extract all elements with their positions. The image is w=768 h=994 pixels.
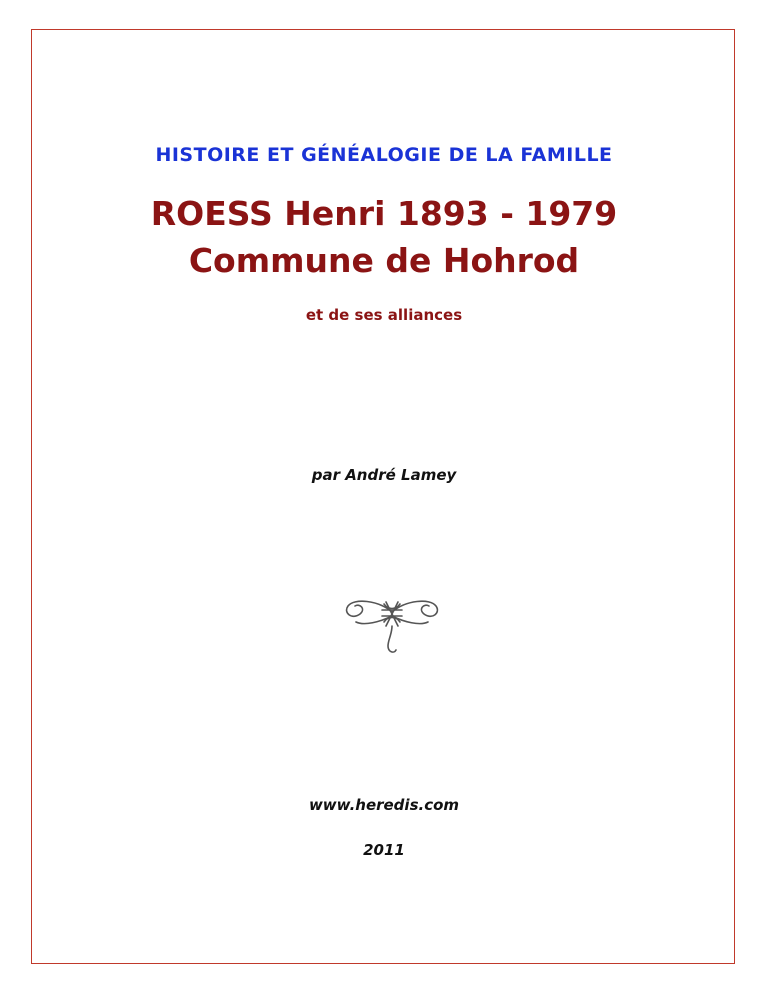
subtitle-alliances: et de ses alliances <box>305 306 463 324</box>
page-border <box>31 29 735 964</box>
title-line-commune: Commune de Hohrod <box>188 241 580 280</box>
author-line: par André Lamey <box>311 466 457 484</box>
calligraphic-flourish-icon <box>340 592 444 660</box>
title-line-name-dates: ROESS Henri 1893 - 1979 <box>150 194 618 233</box>
website-url: www.heredis.com <box>308 796 460 814</box>
publication-year: 2011 <box>363 841 405 859</box>
family-history-supertitle: HISTOIRE ET GÉNÉALOGIE DE LA FAMILLE <box>155 144 613 166</box>
